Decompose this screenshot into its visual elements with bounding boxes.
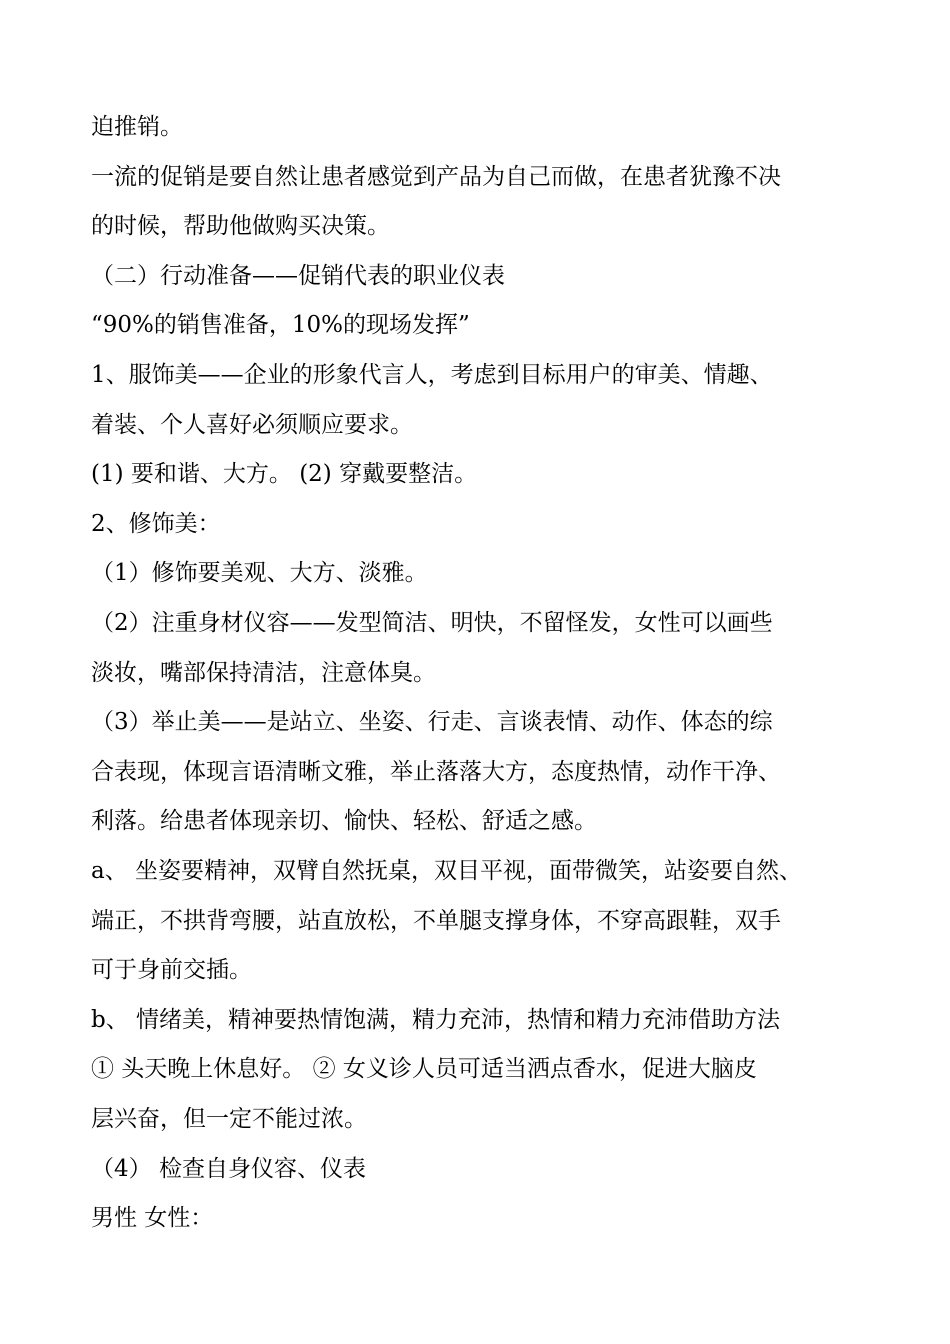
text-line: （2）注重身材仪容——发型简洁、明快，不留怪发，女性可以画些 bbox=[91, 610, 773, 636]
quote-line: “90%的销售准备，10%的现场发挥” bbox=[91, 312, 470, 338]
text-line: 2、修饰美： bbox=[91, 511, 221, 537]
text-line: 男性 女性： bbox=[91, 1205, 214, 1231]
text-line: 层兴奋，但一定不能过浓。 bbox=[91, 1106, 367, 1132]
text-line: （4） 检查自身仪容、仪表 bbox=[91, 1156, 366, 1182]
text-line: 的时候，帮助他做购买决策。 bbox=[91, 213, 390, 239]
text-line: 着装、个人喜好必须顺应要求。 bbox=[91, 412, 413, 438]
text-line: 淡妆，嘴部保持清洁，注意体臭。 bbox=[91, 660, 436, 686]
text-line: 迫推销。 bbox=[91, 114, 183, 140]
text-line: 合表现，体现言语清晰文雅，举止落落大方，态度热情，动作干净、 bbox=[91, 759, 781, 785]
text-line: 可于身前交插。 bbox=[91, 957, 252, 983]
section-heading: （二）行动准备——促销代表的职业仪表 bbox=[91, 263, 505, 289]
text-line: a、 坐姿要精神，双臂自然抚桌，双目平视，面带微笑，站姿要自然、 bbox=[91, 858, 803, 884]
text-line: 端正，不拱背弯腰，站直放松，不单腿支撑身体，不穿高跟鞋，双手 bbox=[91, 908, 781, 934]
text-line: b、 情绪美，精神要热情饱满，精力充沛，热情和精力充沛借助方法 bbox=[91, 1007, 781, 1033]
text-line: (1) 要和谐、大方。 (2) 穿戴要整洁。 bbox=[91, 461, 478, 487]
text-line: （1）修饰要美观、大方、淡雅。 bbox=[91, 560, 428, 586]
text-line: 1、服饰美——企业的形象代言人，考虑到目标用户的审美、情趣、 bbox=[91, 362, 773, 388]
text-line: ① 头天晚上休息好。 ② 女义诊人员可适当洒点香水，促进大脑皮 bbox=[91, 1056, 757, 1082]
text-line: 一流的促销是要自然让患者感觉到产品为自己而做，在患者犹豫不决 bbox=[91, 164, 781, 190]
text-line: （3）举止美——是站立、坐姿、行走、言谈表情、动作、体态的综 bbox=[91, 709, 773, 735]
text-line: 利落。给患者体现亲切、愉快、轻松、舒适之感。 bbox=[91, 808, 597, 834]
